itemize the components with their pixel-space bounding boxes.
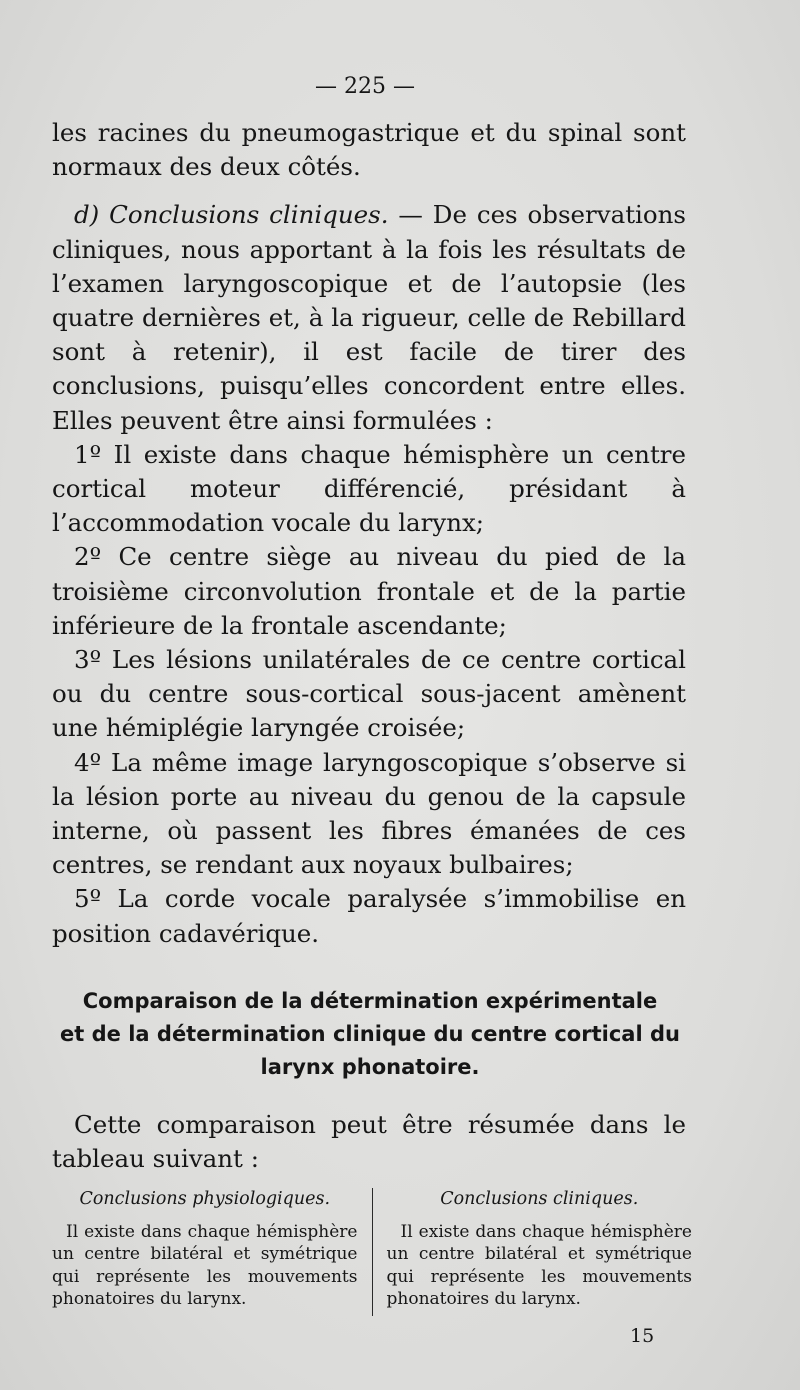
paragraph-clinical-conclusions — [52, 198, 686, 437]
section-heading — [40, 985, 700, 1084]
table-head-physiological: Conclusions physiologiques. — [79, 1189, 331, 1209]
conclusion-3: 3º Les lésions unilatérales de ce centre cortical ou du centre sous-cortical sous-jacent amènent une hémiplégie laryngée croisée; — [52, 645, 686, 743]
signature-folio: 15 — [630, 1325, 655, 1347]
table-column-clinical — [373, 1188, 693, 1316]
comparison-table — [52, 1188, 692, 1316]
table-head-clinical: Conclusions cliniques. — [440, 1189, 639, 1209]
conclusion-4: 4º La même image laryngoscopique s’observe si la lésion porte au niveau du genou de la capsule interne, où passent les fibres émanées de ces centres, se rendant aux noyaux bulbaires; — [52, 747, 686, 880]
comparison-intro — [52, 1108, 686, 1176]
conclusion-5: 5º La corde vocale paralysée s’immobilise en position cadavérique. — [52, 884, 686, 948]
paragraph-continuation: les racines du pneumogastrique et du spinal sont normaux des deux côtés. — [52, 118, 686, 182]
comparison-intro-text: Cette comparaison peut être résumée dans le tableau suivant : — [52, 1110, 686, 1174]
page-number: — 225 — — [315, 74, 415, 99]
table-column-physiological — [52, 1188, 373, 1316]
clinical-conclusions-heading: d) Conclusions cliniques. — [74, 200, 389, 230]
conclusion-2: 2º Ce centre siège au niveau du pied de la troisième circonvolution frontale et de la partie inférieure de la frontale ascendante; — [52, 542, 686, 640]
clinical-conclusions-text: — De ces observations cliniques, nous apportant à la fois les résultats de l’examen laryngoscopique et de l’autopsie (les quatre dernières et, à la rigueur, celle de Rebillard sont à retenir), il est facile de tirer des conclusions, puisqu’elles concordent entre elles. Elles peuvent être ainsi formulées : — [52, 200, 686, 435]
section-heading-line-2: et de la détermination clinique du centre cortical du — [60, 1022, 680, 1046]
table-body-physiological: Il existe dans chaque hémisphère un centre bilatéral et symétrique qui représente les mouvements phonatoires du larynx. — [52, 1221, 358, 1309]
section-heading-line-1: Comparaison de la détermination expérimentale — [82, 989, 658, 1013]
main-text — [52, 116, 686, 951]
table-body-clinical: Il existe dans chaque hémisphère un centre bilatéral et symétrique qui représente les mouvements phonatoires du larynx. — [386, 1221, 692, 1309]
section-heading-line-3: larynx phonatoire. — [260, 1055, 480, 1079]
conclusion-1: 1º Il existe dans chaque hémisphère un centre cortical moteur différencié, présidant à l’accommodation vocale du larynx; — [52, 439, 686, 538]
